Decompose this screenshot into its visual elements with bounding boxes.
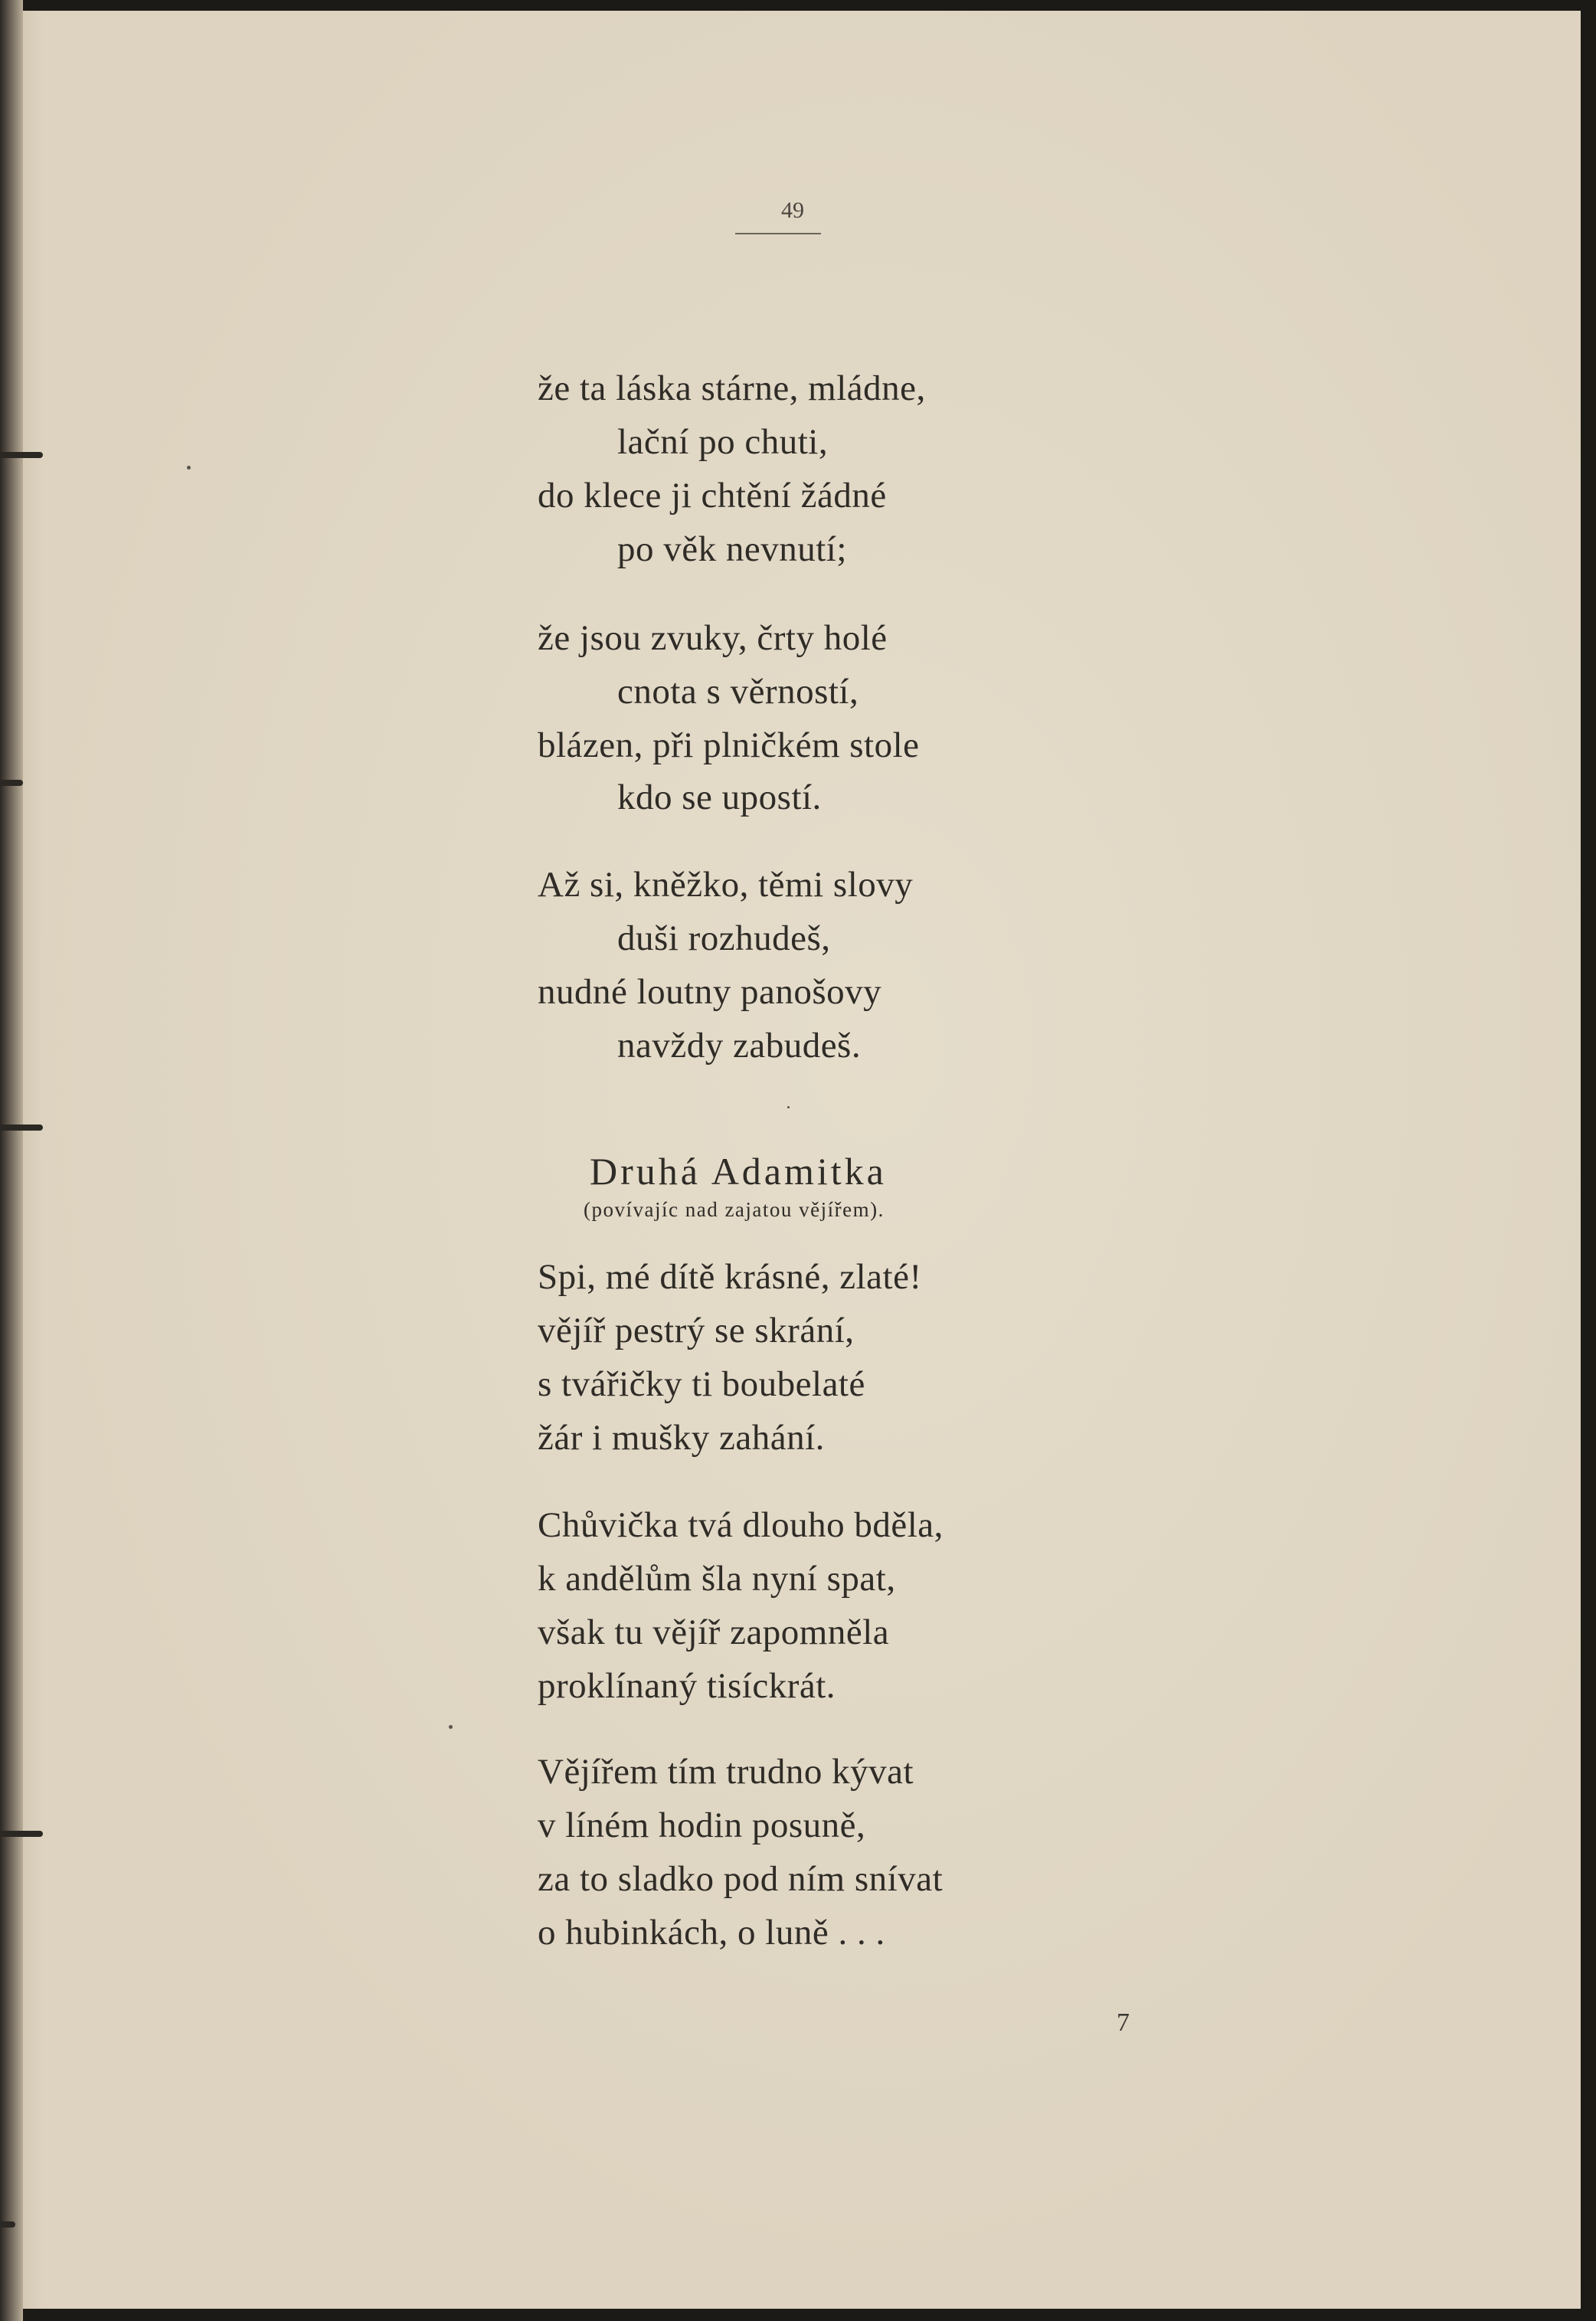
- verse-line: cnota s věrností,: [617, 672, 859, 712]
- header-rule: [735, 233, 821, 234]
- verse-line: vějíř pestrý se skrání,: [538, 1311, 855, 1350]
- verse-line: proklínaný tisíckrát.: [538, 1666, 836, 1706]
- verse-line: s tvářičky ti boubelaté: [538, 1364, 865, 1404]
- section-subtitle: (povívajíc nad zajatou vějířem).: [584, 1198, 885, 1221]
- paper-speck: [449, 1725, 453, 1729]
- verse-line: žár i mušky zahání.: [538, 1418, 825, 1458]
- verse-line: za to sladko pod ním snívat: [538, 1859, 944, 1899]
- verse-line: lační po chuti,: [617, 422, 829, 462]
- verse-line: o hubinkách, o luně . . .: [538, 1913, 885, 1953]
- binding-thread-mark: [0, 780, 23, 786]
- section-title: Druhá Adamitka: [590, 1150, 887, 1193]
- verse-line: však tu vějíř zapomněla: [538, 1612, 890, 1652]
- verse-line: že jsou zvuky, črty holé: [538, 618, 888, 658]
- page-number-header: 49: [781, 198, 804, 223]
- verse-line: do klece ji chtění žádné: [538, 476, 887, 516]
- verse-line: Vějířem tím trudno kývat: [538, 1752, 914, 1792]
- verse-line: blázen, při plničkém stole: [538, 725, 920, 765]
- signature-number: 7: [1117, 2008, 1130, 2037]
- paper-speck: [187, 466, 191, 470]
- verse-line: kdo se upostí.: [617, 777, 822, 817]
- verse-line: v líném hodin posuně,: [538, 1805, 866, 1845]
- verse-line: navždy zabudeš.: [617, 1026, 862, 1066]
- binding-thread-mark: [0, 1124, 43, 1131]
- binding-thread-mark: [0, 452, 43, 458]
- verse-line: k andělům šla nyní spat,: [538, 1559, 896, 1599]
- paper-speck: [787, 1106, 790, 1108]
- verse-line: Až si, kněžko, těmi slovy: [538, 865, 914, 905]
- verse-line: Chůvička tvá dlouho bděla,: [538, 1505, 944, 1545]
- verse-line: duši rozhudeš,: [617, 918, 831, 958]
- verse-line: Spi, mé dítě krásné, zlaté!: [538, 1257, 922, 1297]
- page-binding-edge: [0, 0, 23, 2321]
- binding-thread-mark: [0, 1831, 43, 1837]
- verse-line: že ta láska stárne, mládne,: [538, 368, 926, 408]
- verse-line: po věk nevnutí;: [617, 529, 847, 569]
- binding-thread-mark: [0, 2221, 15, 2228]
- verse-line: nudné loutny panošovy: [538, 972, 882, 1012]
